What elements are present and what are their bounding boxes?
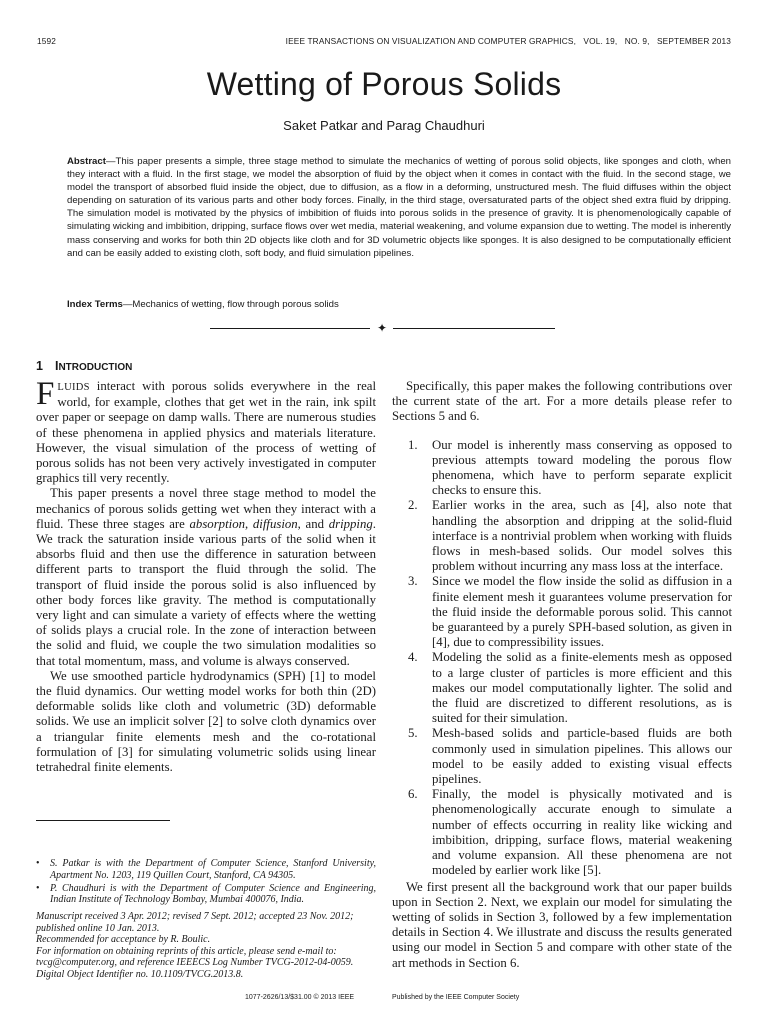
- intro-paragraph-3: We use smoothed particle hydrodynamics (SPH) [1] to model the fluid dynamics. Our wetting model works for both thin (2D) deformable solids like cloth and volumetric (3D) deformable solids. We use an implicit solver [2] to solve cloth dynamics over a triangular finite elements mesh and the co-rotational formulation of [3] for simulating volumetric solids using linear tetrahedral finite elements.: [36, 668, 376, 775]
- paper-authors: Saket Patkar and Parag Chaudhuri: [283, 118, 485, 133]
- journal-line: IEEE TRANSACTIONS ON VISUALIZATION AND COMPUTER GRAPHICS, VOL. 19, NO. 9, SEPTEMBER 2013: [285, 36, 731, 46]
- intro-paragraph-2: [36, 486, 376, 668]
- section-number: 1: [36, 359, 43, 373]
- index-terms: [67, 298, 731, 311]
- footnote-item: [36, 883, 376, 907]
- outline-paragraph: We first present all the background work that our paper builds upon in Section 2. Next, we explain our model for simulating the wetting of solids in Section 3, followed by a few implementation details in Section 4. We illustrate and discuss the results generated using our model in Section 5 and compare with other state of the art methods in Section 6.: [392, 879, 732, 970]
- p2-text-d: . We track the saturation inside various parts of the solid when it absorbs fluid and then use the difference in saturation between different parts to transport the fluid through the solid. The transport of fluid inside the porous solid is also influenced by other body forces like gravity. The method is computationally very light and can simulate a variety of effects where the wetting of solids plays a crucial role. In the zone of interaction between the solid and fluid, we couple the two simulation modalities so that total momentum, mass, and volume is always conserved.: [36, 516, 376, 668]
- list-item: [392, 498, 732, 574]
- drop-cap-smallcaps: LUIDS: [57, 382, 90, 393]
- term-dripping: dripping: [328, 516, 373, 531]
- doi: Digital Object Identifier no. 10.1109/TVCG.2013.8.: [36, 968, 244, 980]
- list-item: [392, 726, 732, 787]
- reprint-info: For information on obtaining reprints of this article, please send e-mail to: tvcg@computer.org, and reference IEEECS Log Number TVCG-2012-04-0059.: [36, 945, 354, 969]
- intro-paragraph-1: [36, 376, 376, 486]
- separator-diamond-icon: ✦: [376, 321, 388, 335]
- section-heading: [36, 359, 132, 373]
- list-item-number: 3.: [408, 574, 418, 589]
- list-item-number: 4.: [408, 650, 418, 665]
- contributions-list: [392, 438, 732, 879]
- footnotes: [36, 858, 376, 907]
- abstract-text: —This paper presents a simple, three stage method to simulate the mechanics of wetting of porous solid objects, like sponges and cloth, when they interact with a fluid. In the first stage, we model the absorption of fluid by the object when it comes in contact with the fluid. In the second stage, we model the transport of absorbed fluid inside the object, due to diffusion, as a flow in a deforming, unstructured mesh. The fluid diffuses within the object depending on saturation of its various parts and other body forces. Finally, in the third stage, oversaturated parts of the object shed extra fluid by dripping. The simulation model is motivated by the physics of imbibition of fluids into porous solids in the presence of gravity. It is phenomenologically capable of simulating wicking and imbibition, dripping, surface flows over wet media, material weakening, and volume expansion due to wetting. The model is inherently mass conserving and works for both thin 2D objects like cloth and for 3D volumetric objects like sponges. It is also designed to be computationally efficient and can be easily added to existing cloth, soft body, and fluid simulation pipelines.: [67, 156, 731, 259]
- list-item-number: 2.: [408, 498, 418, 513]
- list-item: [392, 787, 732, 878]
- drop-cap: F: [36, 376, 55, 412]
- abstract-label: Abstract: [67, 156, 106, 167]
- separator-line-right: [393, 328, 555, 329]
- right-column: [392, 379, 732, 971]
- list-item-text: Modeling the solid as a finite-elements mesh as opposed to a large cluster of particles is more efficient and this makes our model computationally lighter. The solid and the fluid are discretized to different resolutions, as is suited for their simulation.: [432, 650, 732, 726]
- footnote-text: P. Chaudhuri is with the Department of Computer Science and Engineering, Indian Institute of Technology Bombay, Mumbai 400076, India.: [50, 882, 376, 906]
- footnote-text: S. Patkar is with the Department of Computer Science, Stanford University, Apartment No. 1203, 119 Quillen Court, Stanford, CA 94305.: [50, 858, 376, 881]
- footnote-rule: [36, 820, 170, 821]
- list-item: [392, 438, 732, 499]
- abstract: [67, 155, 731, 260]
- term-diffusion: diffusion: [252, 516, 298, 531]
- page-number: 1592: [37, 36, 57, 46]
- manuscript-info: [36, 911, 376, 981]
- term-absorption: absorption: [189, 516, 245, 531]
- list-item-number: 6.: [408, 787, 418, 802]
- p2-text-b: ,: [245, 516, 253, 531]
- list-item-text: Finally, the model is physically motivated and is phenomenologically accurate enough to simulate a number of effects occurring in reality like wicking and imbibition, dripping, surface flows, material weakening and volume expansion. All these phenomena are not modeled by earlier work like [5].: [432, 787, 732, 878]
- contributions-intro: Specifically, this paper makes the following contributions over the current state of the art. For a more details please refer to Sections 5 and 6.: [392, 379, 732, 424]
- footer-publisher: Published by the IEEE Computer Society: [392, 994, 520, 1001]
- list-item-number: 5.: [408, 726, 418, 741]
- footnote-item: [36, 858, 376, 882]
- p2-text-a: This paper presents a novel three stage method to model the mechanics of porous solids getting wet when they interact with a fluid. These three stages are: [36, 486, 376, 531]
- list-item-text: Earlier works in the area, such as [4], also note that handling the absorption and dripping at the solid-fluid interface is a nontrivial problem when working with fluids flows in mesh-based solids. Our model solves this problem without incurring any mass loss at the interface.: [432, 498, 732, 574]
- separator-line-left: [210, 328, 370, 329]
- list-item-number: 1.: [408, 437, 418, 452]
- manuscript-dates: Manuscript received 3 Apr. 2012; revised 7 Sept. 2012; accepted 23 Nov. 2012; published online 10 Jan. 2013.: [36, 911, 354, 934]
- list-item: [392, 574, 732, 650]
- running-header: [37, 36, 731, 50]
- recommended-by: Recommended for acceptance by R. Boulic.: [36, 934, 211, 946]
- index-terms-text: —Mechanics of wetting, flow through porous solids: [122, 299, 339, 310]
- footnote-bullet: •: [36, 882, 40, 894]
- intro-paragraph-1-text: interact with porous solids everywhere in the real world, for example, clothes that get wet in the rain, ink spilt over paper or seepage on damp walls. There are numerous studies of these phenomena in applied physics and materials literature. However, the visual simulation of the process of wetting of porous solids has not been very actively investigated in computer graphics till very recently.: [36, 379, 376, 486]
- list-item-text: Our model is inherently mass conserving as opposed to previous attempts toward modeling the porous flow phenomena, which have to perform separate explicit checks to ensure this.: [432, 437, 732, 498]
- section-title-initial: I: [54, 359, 59, 373]
- footer-copyright: 1077-2626/13/$31.00 © 2013 IEEE: [245, 994, 355, 1001]
- paper-title: Wetting of Porous Solids: [206, 66, 562, 102]
- index-terms-label: Index Terms: [67, 299, 123, 310]
- footnote-bullet: •: [36, 858, 40, 869]
- list-item: [392, 650, 732, 726]
- p2-text-c: , and: [297, 516, 329, 531]
- section-title-rest: NTRODUCTION: [58, 362, 133, 373]
- list-item-text: Since we model the flow inside the solid as diffusion in a finite element mesh it guarantees volume preservation for the fluid inside the deformable porous solid. This cannot be guaranteed by a purely SPH-based solution, as given in [4], due to compressibility issues.: [432, 574, 732, 650]
- list-item-text: Mesh-based solids and particle-based fluids are both commonly used in simulation pipelines. This allows our model to be easily added to existing visual effects pipelines.: [432, 726, 732, 787]
- left-column: [36, 376, 376, 775]
- section-separator: [210, 321, 555, 335]
